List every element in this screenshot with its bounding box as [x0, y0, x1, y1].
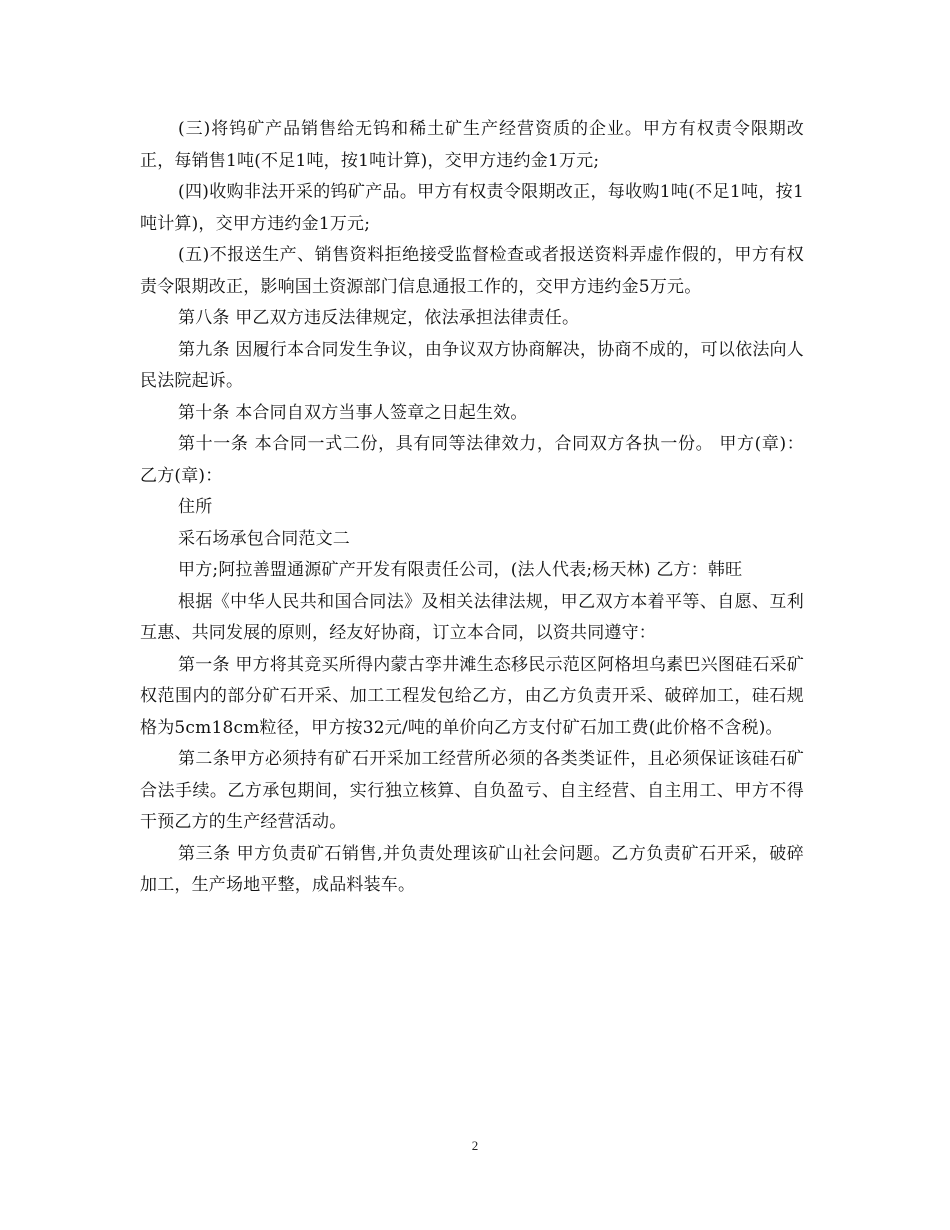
- paragraph-article-1: 第一条 甲方将其竞买所得内蒙古孪井滩生态移民示范区阿格坦乌素巴兴图硅石采矿权范围内的部分矿石开采、加工工程发包给乙方，由乙方负责开采、破碎加工，硅石规格为5cm18cm粒径，甲方按32元/吨的单价向乙方支付矿石加工费(此价格不含税)。: [140, 654, 804, 738]
- paragraph-address: 住所: [178, 497, 213, 517]
- paragraph-parties: 甲方;阿拉善盟通源矿产开发有限责任公司，(法人代表;杨天林) 乙方：韩旺: [178, 560, 743, 580]
- paragraph-article-11: 第十一条 本合同一式二份，具有同等法律效力，合同双方各执一份。 甲方(章)： 乙方(章)：: [140, 434, 804, 486]
- paragraph-article-8: 第八条 甲乙双方违反法律规定，依法承担法律责任。: [178, 308, 580, 328]
- paragraph-clause-3: (三)将钨矿产品销售给无钨和稀土矿生产经营资质的企业。甲方有权责令限期改正，每销售1吨(不足1吨，按1吨计算)，交甲方违约金1万元;: [140, 119, 804, 171]
- paragraph-clause-5: (五)不报送生产、销售资料拒绝接受监督检查或者报送资料弄虚作假的，甲方有权责令限期改正，影响国土资源部门信息通报工作的，交甲方违约金5万元。: [140, 245, 804, 297]
- paragraph-clause-4: (四)收购非法开采的钨矿产品。甲方有权责令限期改正，每收购1吨(不足1吨，按1吨计算)，交甲方违约金1万元;: [140, 182, 804, 234]
- paragraph-article-2: 第二条甲方必须持有矿石开采加工经营所必须的各类类证件，且必须保证该硅石矿合法手续。乙方承包期间，实行独立核算、自负盈亏、自主经营、自主用工、甲方不得干预乙方的生产经营活动。: [140, 749, 804, 832]
- paragraph-article-10: 第十条 本合同自双方当事人签章之日起生效。: [178, 402, 528, 423]
- page-number: 2: [471, 1138, 479, 1153]
- paragraph-article-9: 第九条 因履行本合同发生争议，由争议双方协商解决，协商不成的，可以依法向人民法院起诉。: [140, 339, 804, 391]
- document-body: [140, 114, 804, 902]
- paragraph-article-3: 第三条 甲方负责矿石销售,并负责处理该矿山社会问题。乙方负责矿石开采，破碎加工，生产场地平整，成品料装车。: [140, 843, 804, 895]
- section-title: 采石场承包合同范文二: [178, 528, 350, 549]
- paragraph-preamble: 根据《中华人民共和国合同法》及相关法律法规，甲乙双方本着平等、自愿、互利互惠、共同发展的原则，经友好协商，订立本合同，以资共同遵守：: [140, 591, 804, 643]
